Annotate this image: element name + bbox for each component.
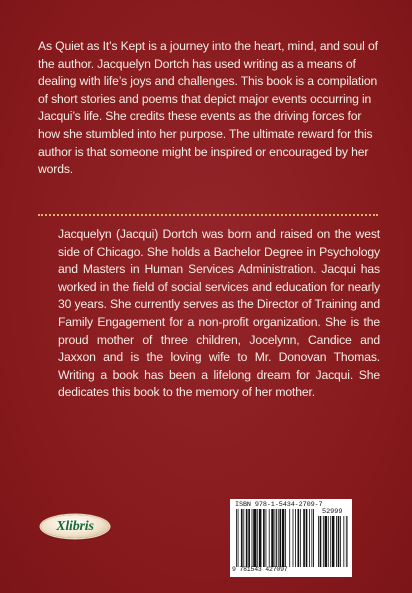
- barcode-bar: [340, 516, 341, 567]
- barcode-bar: [279, 509, 281, 567]
- barcode-bar: [336, 516, 337, 567]
- barcode-bar: [278, 509, 279, 567]
- barcode-bar: [303, 509, 305, 567]
- dotted-divider: [38, 214, 378, 216]
- barcode-bar: [311, 509, 312, 567]
- barcode-bar: [275, 509, 276, 567]
- publisher-logo-text: Xlibris: [56, 518, 94, 534]
- barcode-bar: [263, 509, 265, 567]
- barcode-bar: [298, 509, 300, 567]
- barcode-digits: 9 781543 427097: [232, 566, 288, 573]
- book-blurb: As Quiet as It’s Kept is a journey into the heart, mind, and soul of the author. Jacquelyn Dortch has used writing as a means of dealing with life’s joys and challenges. This book is a compilation of short stories and poems that depict major events occurring in Jacqui’s life. She credits these events as the driving forces for how she stumbled into her purpose. The ultimate reward for this author is that someone might be inspired or encouraged by her words.: [38, 39, 378, 177]
- barcode-bar: [293, 509, 294, 567]
- barcode-bar: [243, 509, 244, 567]
- barcode-bar: [236, 509, 237, 567]
- barcode-addon-bars: [318, 516, 348, 567]
- barcode-bar: [257, 509, 258, 567]
- barcode-bar: [253, 509, 256, 567]
- barcode-bar: [276, 509, 277, 567]
- barcode-bar: [271, 509, 273, 567]
- barcode-bar: [246, 509, 248, 567]
- author-bio-last-line: of her mother.: [241, 385, 316, 400]
- barcode-bar: [282, 509, 284, 567]
- barcode-bar: [330, 516, 331, 567]
- barcode-bar: [318, 516, 319, 567]
- barcode-bar: [346, 516, 347, 567]
- author-bio: [58, 226, 380, 402]
- barcode-bar: [328, 516, 329, 567]
- barcode-bar: [269, 509, 270, 567]
- barcode-bar: [300, 509, 301, 567]
- barcode-bars: [236, 509, 314, 567]
- barcode-bar: [313, 509, 314, 567]
- barcode-bar: [309, 509, 310, 567]
- barcode-bar: [320, 516, 322, 567]
- barcode-bar: [332, 516, 334, 567]
- price-code: 52999: [322, 508, 343, 516]
- barcode-bar: [306, 509, 308, 567]
- barcode-bar: [252, 509, 253, 567]
- barcode-bar: [238, 509, 239, 567]
- barcode-bar: [343, 516, 344, 567]
- barcode-bar: [248, 509, 250, 567]
- author-bio-text: Jacquelyn (Jacqui) Dortch was born and raised on the west side of Chicago. She holds a Bachelor Degree in Psychology and Masters in Human Services Administration. Jacqui has worked in the field of social services and education for nearly 30 years. She currently serves as the Director of Training and Family Engagement for a non-profit organization. She is the proud mother of three children, Jocelynn, Candice and Jaxxon and is the loving wife to Mr. Donovan Thomas. Writing a book has been a lifelong dream for Jacqui. She dedicates this book to the memory: [58, 227, 380, 400]
- barcode-bar: [259, 509, 261, 567]
- barcode-bar: [241, 509, 243, 567]
- barcode-bar: [323, 516, 324, 567]
- isbn-label: ISBN 978-1-5434-2709-7: [235, 501, 323, 509]
- barcode-bar: [289, 509, 290, 567]
- isbn-barcode: [230, 499, 352, 577]
- barcode-bar: [338, 516, 340, 567]
- barcode-bar: [285, 509, 286, 567]
- barcode-bar: [266, 509, 267, 567]
- barcode-bar: [295, 509, 296, 567]
- publisher-logo: [41, 515, 109, 538]
- barcode-bar: [325, 516, 327, 567]
